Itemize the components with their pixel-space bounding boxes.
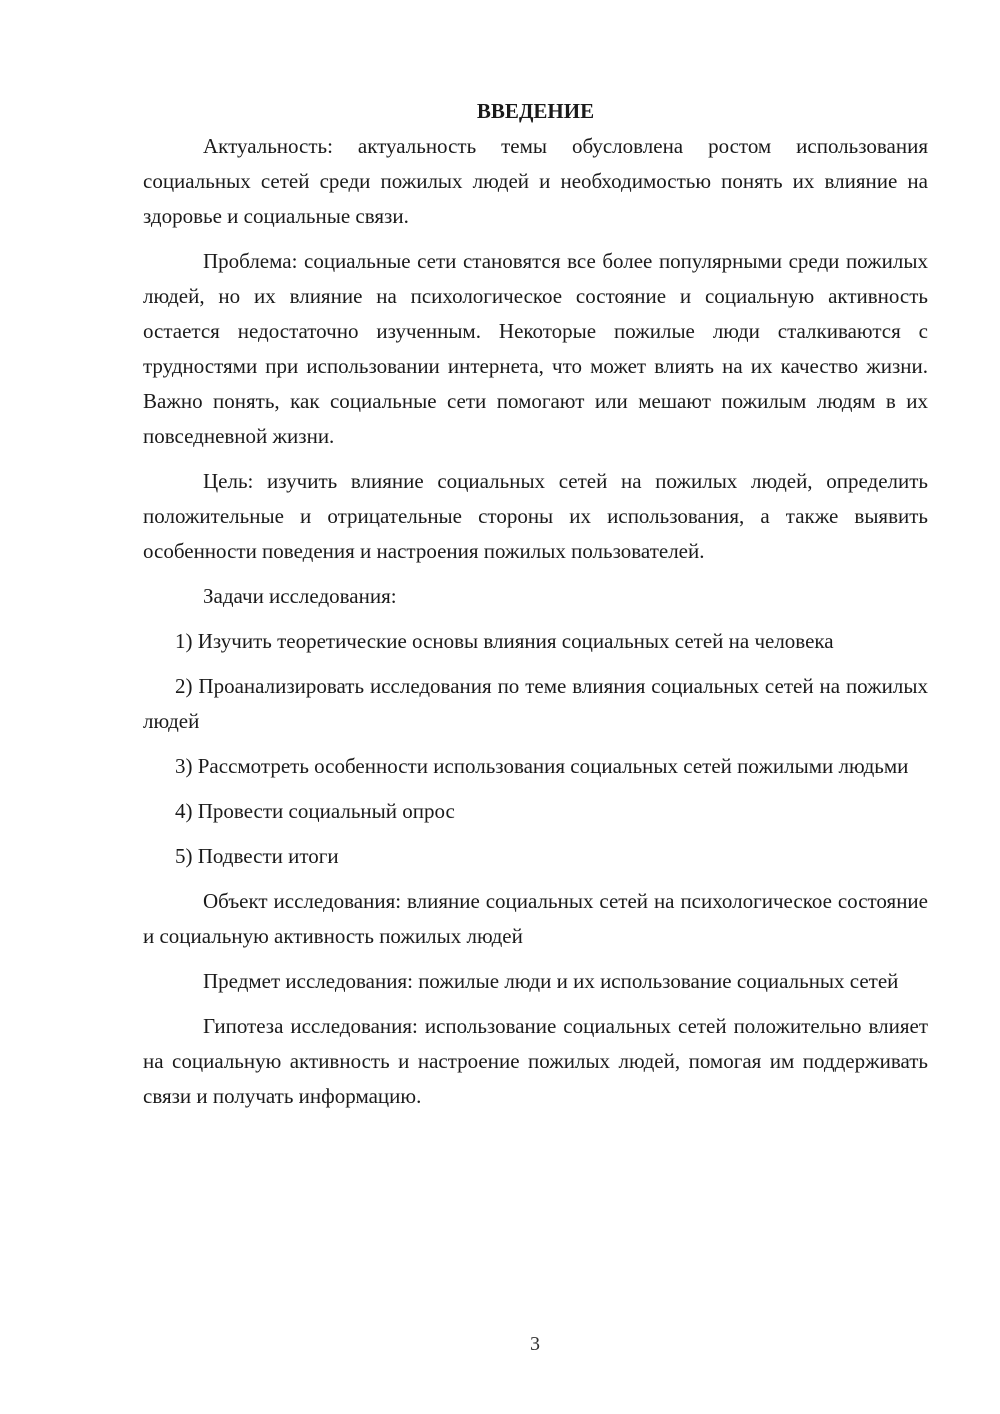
paragraph-goal: Цель: изучить влияние социальных сетей на пожилых людей, определить положительные и отрицательные стороны их использования, а также выявить особенности поведения и настроения пожилых пользователей. (143, 469, 928, 563)
paragraph-hypothesis: Гипотеза исследования: использование социальных сетей положительно влияет на социальную активность и настроение пожилых людей, помогая им поддерживать связи и получать информацию. (143, 1014, 928, 1108)
document-page (143, 94, 928, 1124)
paragraph-object: Объект исследования: влияние социальных сетей на психологическое состояние и социальную активность пожилых людей (143, 889, 928, 948)
task-item-1: 1) Изучить теоретические основы влияния социальных сетей на человека (175, 629, 834, 653)
paragraph-problem: Проблема: социальные сети становятся все более популярными среди пожилых людей, но их влияние на психологическое состояние и социальную активность остается недостаточно изученным. Некоторые пожилые люди сталкиваются с трудностями при использовании интернета, что может влиять на их качество жизни. Важно понять, как социальные сети помогают или мешают пожилым людям в их повседневной жизни. (143, 249, 928, 448)
section-heading: ВВЕДЕНИЕ (476, 99, 595, 123)
paragraph-relevance: Актуальность: актуальность темы обусловлена ростом использования социальных сетей среди пожилых людей и необходимостью понять их влияние на здоровье и социальные связи. (143, 134, 928, 228)
task-item-5: 5) Подвести итоги (175, 844, 339, 868)
page-number: 3 (530, 1333, 540, 1355)
tasks-heading: Задачи исследования: (203, 584, 397, 608)
task-item-2: 2) Проанализировать исследования по теме влияния социальных сетей на пожилых людей (143, 674, 928, 733)
task-item-3: 3) Рассмотреть особенности использования социальных сетей пожилыми людьми (175, 754, 909, 778)
task-item-4: 4) Провести социальный опрос (175, 799, 455, 823)
paragraph-subject: Предмет исследования: пожилые люди и их использование социальных сетей (203, 969, 899, 993)
